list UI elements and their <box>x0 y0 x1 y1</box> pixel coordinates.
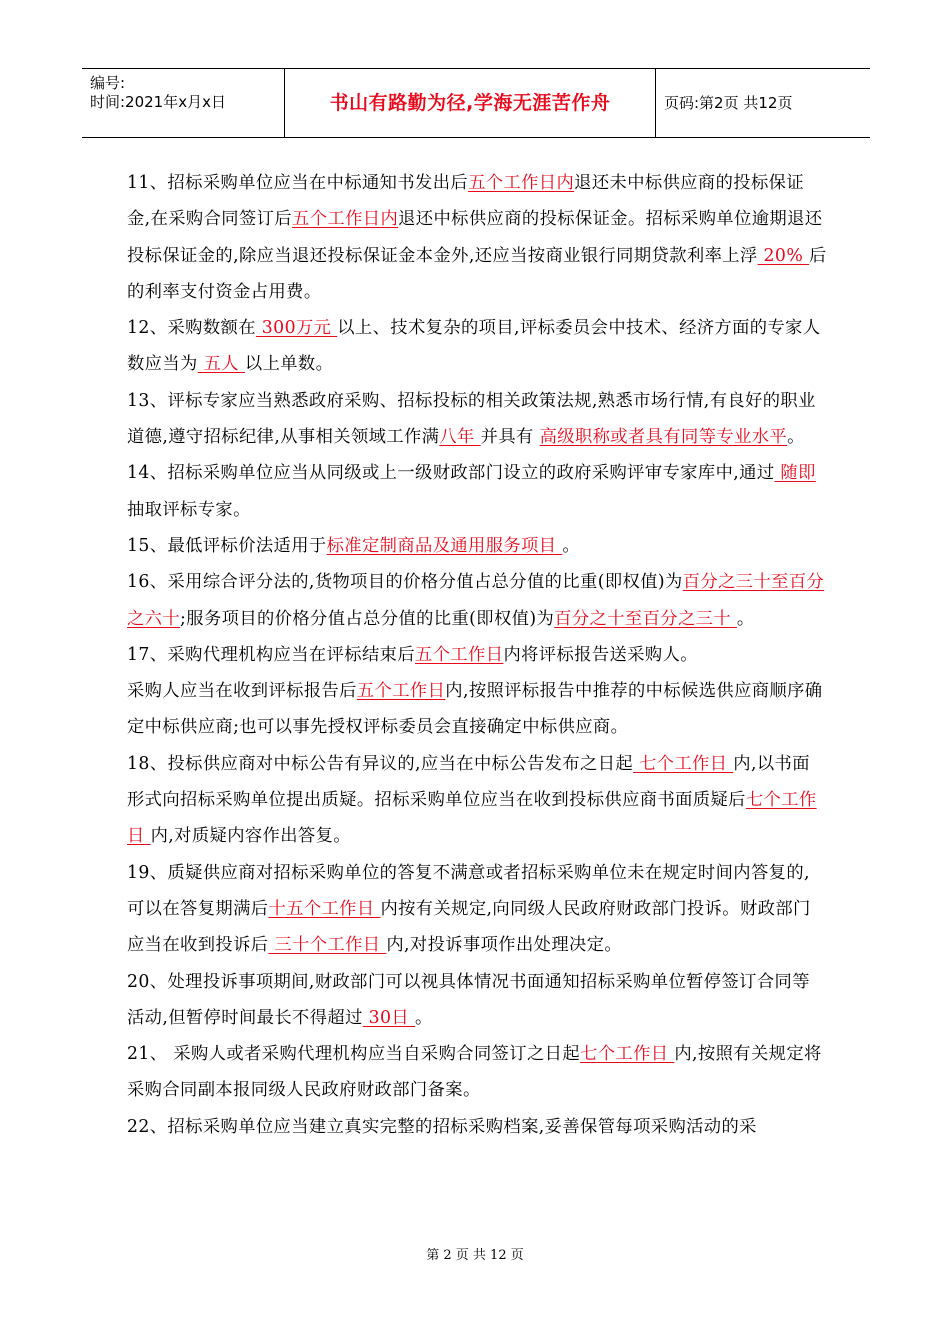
paragraph-text: 内,对投诉事项作出处理决定。 <box>386 935 623 956</box>
paragraph-text: 以上、技术复杂的项目,评标委员会中技术、经济方面的专家人数应当为 <box>127 318 821 375</box>
answer-blank: 20% <box>757 245 810 266</box>
answer-blank: 十五个工作日 <box>268 898 381 919</box>
answer-blank: 五个工作日内 <box>292 209 399 230</box>
paragraph <box>127 746 827 855</box>
answer-blank: 五个工作日内 <box>468 173 575 193</box>
answer-blank: 五人 <box>197 354 245 375</box>
paragraph-text: 。 <box>787 427 805 448</box>
answer-blank: 五个工作日 <box>356 681 446 702</box>
paragraph-text: 内将评标报告送采购人。 <box>503 644 698 665</box>
paragraph-text: ;服务项目的价格分值占总分值的比重(即权值)为 <box>180 608 555 629</box>
paragraph-text: 采购人应当在收到评标报告后 <box>127 681 357 702</box>
paragraph <box>127 1109 827 1145</box>
paragraph-text: 以上单数。 <box>244 354 334 375</box>
document-body <box>127 165 827 1145</box>
answer-blank: 百分之三十至百分之六十 <box>127 572 825 629</box>
paragraph <box>127 637 827 673</box>
paragraph-text: 15、最低评标价法适用于 <box>127 535 327 556</box>
paragraph-text: 内,对质疑内容作出答复。 <box>150 826 351 847</box>
answer-blank: 五个工作日 <box>415 644 504 665</box>
paragraph-text: 内,按照评标报告中推荐的中标候选供应商顺序确定中标供应商;也可以事先授权评标委员会直接确定中标供应商。 <box>127 681 823 738</box>
answer-blank: 七个工作日 <box>580 1044 675 1065</box>
paragraph <box>127 528 827 564</box>
paragraph <box>127 673 827 746</box>
paragraph-text: 18、投标供应商对中标公告有异议的,应当在中标公告发布之日起 <box>127 753 634 774</box>
answer-blank: 标准定制商品及通用服务项目 <box>326 535 563 556</box>
paragraph <box>127 855 827 964</box>
paragraph-text: 内,按照有关规定将采购合同副本报同级人民政府财政部门备案。 <box>127 1044 822 1101</box>
answer-blank: 随即 <box>774 463 816 484</box>
paragraph-text: 。 <box>415 1007 433 1028</box>
header-meta <box>82 69 285 137</box>
answer-blank: 百分之十至百分之三十 <box>554 608 737 629</box>
paragraph-text: 19、质疑供应商对招标采购单位的答复不满意或者招标采购单位未在规定时间内答复的,可以在答复期满后 <box>127 862 810 919</box>
paragraph-text: 退还未中标供应商的投标保证金,在采购合同签订后 <box>127 173 805 230</box>
paragraph <box>127 383 827 456</box>
document-date-label: 时间:2021年x月x日 <box>90 93 226 111</box>
answer-blank: 七个工作日 <box>633 753 734 774</box>
paragraph-text: 。 <box>736 608 755 629</box>
answer-blank: 八年 <box>439 427 481 448</box>
answer-blank: 七个工作日 <box>127 790 817 847</box>
page-footer: 第 2 页 共 12 页 <box>426 1248 524 1263</box>
paragraph-text: 退还中标供应商的投标保证金。招标采购单位逾期退还投标保证金的,除应当退还投标保证金本金外,还应当按商业银行同期贷款利率上浮 <box>127 209 823 266</box>
paragraph-text: 14、招标采购单位应当从同级或上一级财政部门设立的政府采购评审专家库中,通过 <box>127 463 775 484</box>
header-motto: 书山有路勤为径,学海无涯苦作舟 <box>285 69 656 137</box>
paragraph <box>127 1036 827 1109</box>
page-header <box>82 68 870 138</box>
paragraph-text: 抽取评标专家。 <box>127 499 251 520</box>
header-page-count: 页码:第2页 共12页 <box>664 94 793 112</box>
answer-blank: 高级职称或者具有同等专业水平 <box>539 427 788 448</box>
document-number-label: 编号: <box>90 74 126 92</box>
paragraph <box>127 310 827 383</box>
paragraph-text: 16、采用综合评分法的,货物项目的价格分值占总分值的比重(即权值)为 <box>127 572 683 593</box>
paragraph <box>127 165 827 310</box>
paragraph-text: 后的利率支付资金占用费。 <box>127 245 827 302</box>
paragraph <box>127 964 827 1037</box>
paragraph-text: 22、招标采购单位应当建立真实完整的招标采购档案,妥善保管每项采购活动的采 <box>127 1116 757 1137</box>
paragraph-text: 内按有关规定,向同级人民政府财政部门投诉。财政部门应当在收到投诉后 <box>127 898 811 956</box>
paragraph-text: 12、采购数额在 <box>127 318 256 339</box>
paragraph-text: 。 <box>562 535 581 556</box>
paragraph <box>127 564 827 637</box>
paragraph-text: 20、处理投诉事项期间,财政部门可以视具体情况书面通知招标采购单位暂停签订合同等活动,但暂停时间最长不得超过 <box>127 971 810 1028</box>
paragraph <box>127 455 827 528</box>
paragraph-text: 21、 采购人或者采购代理机构应当自采购合同签订之日起 <box>127 1044 581 1065</box>
paragraph-text: 11、招标采购单位应当在中标通知书发出后 <box>127 173 469 193</box>
paragraph-text: 13、评标专家应当熟悉政府采购、招标投标的相关政策法规,熟悉市场行情,有良好的职业道德,遵守招标纪律,从事相关领域工作满 <box>127 390 816 448</box>
answer-blank: 三十个工作日 <box>268 935 387 956</box>
paragraph-text: 17、采购代理机构应当在评标结束后 <box>127 644 416 665</box>
answer-blank: 30日 <box>362 1007 416 1028</box>
paragraph-text: 并具有 <box>480 427 540 448</box>
paragraph-text: 内,以书面形式向招标采购单位提出质疑。招标采购单位应当在收到投标供应商书面质疑后 <box>127 753 810 811</box>
answer-blank: 300万元 <box>255 318 338 339</box>
